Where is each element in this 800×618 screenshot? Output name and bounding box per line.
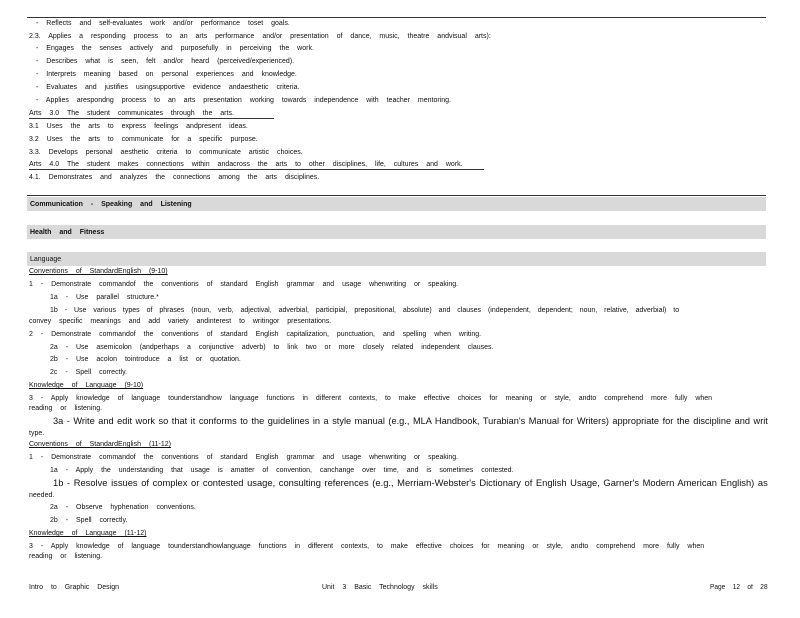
standard-heading: Conventions of StandardEnglish (11-12) <box>29 441 172 448</box>
footer-course: Intro to Graphic Design <box>29 584 119 591</box>
standard-line: 2a - Observe hyphenation conventions. <box>50 504 196 511</box>
footer-page-number: Page 12 of 28 <box>710 584 768 591</box>
arts-line: - Reflects and self-evaluates work and/or performance toset goals. <box>36 20 290 27</box>
standard-line: 1b - Use various types of phrases (noun, verb, adjectival, adverbial, participial, prepositional, absolute) and clauses (independent, dependent; noun, relative, adverbial) to <box>50 307 680 314</box>
standard-line: 1 - Demonstrate commandof the conventions of standard English grammar and usage whenwriting or speaking. <box>29 281 459 288</box>
standard-line: 3 - Apply knowledge of language tounderstandhowlanguage functions in different contexts, to make effective choices for meaning or style, andto comprehend more fully when <box>29 543 705 550</box>
standard-line: reading or listening. <box>29 553 103 560</box>
section-band-language <box>27 252 766 266</box>
heading-underline <box>29 169 484 170</box>
arts-line: - Engages the senses actively and purposefully in perceiving the work. <box>36 45 314 52</box>
standard-line: needed. <box>29 492 55 499</box>
standard-line: reading or listening. <box>29 405 103 412</box>
section-title: Language <box>30 256 62 263</box>
arts-line: - Describes what is seen, felt and/or heard (perceived/experienced). <box>36 58 295 65</box>
section-band-health <box>27 225 766 239</box>
arts-line: 3.1 Uses the arts to express feelings andpresent ideas. <box>29 123 248 130</box>
arts-line: 2.3. Applies a responding process to an arts performance and/or presentation of dance, music, theatre andvisual arts): <box>29 33 491 40</box>
heading-underline <box>29 118 274 119</box>
standard-line: 3 - Apply knowledge of language tounderstandhow language functions in different contexts, to make effective choices for meaning or style, andto comprehend more fully when <box>29 395 713 402</box>
standard-line: convey specific meanings and add variety andinterest to writingor presentations. <box>29 318 332 325</box>
section-title: Communication - Speaking and Listening <box>30 201 192 208</box>
arts-standard-heading: Arts 3.0 The student communicates through the arts. <box>29 110 234 117</box>
standard-line: 2a - Use asemicolon (andperhaps a conjunctive adverb) to link two or more closely related independent clauses. <box>50 344 494 351</box>
arts-standard-heading: Arts 4.0 The student makes connections within andacross the arts to other disciplines, life, cultures and work. <box>29 161 463 168</box>
standard-heading: Knowledge of Language (11-12) <box>29 530 147 537</box>
standard-line: 1a - Apply the understanding that usage is amatter of convention, canchange over time, and is sometimes contested. <box>50 467 514 474</box>
section-rule <box>27 195 766 196</box>
top-rule <box>27 17 766 18</box>
standard-line: 1 - Demonstrate commandof the conventions of standard English grammar and usage whenwriting or speaking. <box>29 454 459 461</box>
arts-line: 3.2 Uses the arts to communicate for a specific purpose. <box>29 136 258 143</box>
arts-line: 3.3. Develops personal aesthetic criteria to communicate artistic choices. <box>29 149 303 156</box>
standard-heading: Knowledge of Language (9-10) <box>29 382 144 389</box>
standard-line: 2b - Spell correctly. <box>50 517 128 524</box>
arts-line: - Evaluates and justifies usingsupportive evidence andaesthetic criteria. <box>36 84 300 91</box>
standard-line: type. <box>29 430 45 437</box>
standard-line: 1a - Use parallel structure.* <box>50 294 159 301</box>
standard-line: 2b - Use acolon tointroduce a list or quotation. <box>50 356 241 363</box>
standard-line-large: 3a - Write and edit work so that it conforms to the guidelines in a style manual (e.g., MLA Handbook, Turabian's Manual for Writers) appropriate for the discipline and writ <box>53 416 768 427</box>
arts-line: - Applies arespondng process to an arts presentation working towards independence with teacher mentoring. <box>36 97 451 104</box>
arts-line: 4.1. Demonstrates and analyzes the connections among the arts disciplines. <box>29 174 320 181</box>
arts-line: - Interprets meaning based on personal experiences and knowledge. <box>36 71 297 78</box>
standard-heading: Conventions of StandardEnglish (9-10) <box>29 268 168 275</box>
footer-unit: Unit 3 Basic Technology skills <box>322 584 438 591</box>
standard-line: 2c - Spell correctly. <box>50 369 127 376</box>
section-title: Health and Fitness <box>30 229 105 236</box>
standard-line: 2 - Demonstrate commandof the conventions of standard English capitalization, punctuation, and spelling when writing. <box>29 331 482 338</box>
standard-line-large: 1b - Resolve issues of complex or contested usage, consulting references (e.g., Merriam-Webster's Dictionary of English Usage, Garner's Modern American English) as <box>53 478 768 489</box>
